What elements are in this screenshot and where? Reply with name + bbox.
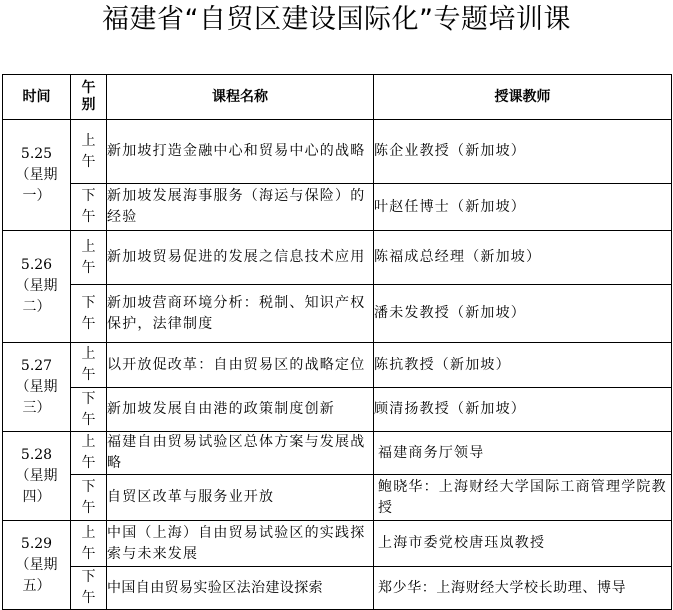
header-time: 时间 bbox=[3, 75, 71, 120]
page-title: 福建省“自贸区建设国际化”专题培训课 bbox=[102, 4, 571, 35]
table-row bbox=[3, 285, 672, 343]
date-cell bbox=[3, 521, 71, 610]
table-row bbox=[3, 567, 672, 610]
ampm-cell bbox=[71, 432, 107, 475]
ampm-cell bbox=[71, 567, 107, 610]
ampm-text: 上午 bbox=[81, 132, 96, 170]
date-text: 5.27（星期三） bbox=[15, 357, 58, 416]
teacher-cell: 陈企业教授（新加坡） bbox=[374, 120, 672, 184]
teacher-cell: 郑少华：上海财经大学校长助理、博导 bbox=[374, 567, 672, 610]
date-cell bbox=[3, 120, 71, 231]
date-cell bbox=[3, 432, 71, 521]
date-cell bbox=[3, 343, 71, 432]
date-text: 5.29（星期五） bbox=[15, 535, 58, 594]
ampm-cell bbox=[71, 521, 107, 567]
date-cell bbox=[3, 231, 71, 343]
header-ampm-text: 午别 bbox=[81, 80, 96, 113]
course-cell: 中国（上海）自由贸易试验区的实践探索与未来发展 bbox=[107, 521, 374, 567]
date-text: 5.25（星期一） bbox=[15, 145, 58, 204]
ampm-text: 下午 bbox=[81, 390, 96, 428]
header-teacher: 授课教师 bbox=[374, 75, 672, 120]
table-row bbox=[3, 120, 672, 184]
course-cell: 福建自由贸易试验区总体方案与发展战略 bbox=[107, 432, 374, 475]
course-cell: 中国自由贸易实验区法治建设探索 bbox=[107, 567, 374, 610]
ampm-text: 上午 bbox=[81, 346, 96, 383]
course-cell: 以开放促改革：自由贸易区的战略定位 bbox=[107, 343, 374, 388]
ampm-text: 下午 bbox=[81, 569, 96, 606]
teacher-cell: 叶赵任博士（新加坡） bbox=[374, 184, 672, 231]
table-row bbox=[3, 475, 672, 521]
ampm-text: 下午 bbox=[81, 294, 96, 332]
teacher-cell: 潘未发教授（新加坡） bbox=[374, 285, 672, 343]
ampm-cell bbox=[71, 343, 107, 388]
ampm-cell bbox=[71, 184, 107, 231]
table-row bbox=[3, 184, 672, 231]
table-header-row bbox=[3, 75, 672, 120]
header-course: 课程名称 bbox=[107, 75, 374, 120]
teacher-cell: 陈抗教授（新加坡） bbox=[374, 343, 672, 388]
ampm-cell bbox=[71, 120, 107, 184]
table-row bbox=[3, 231, 672, 285]
teacher-cell: 鲍晓华：上海财经大学国际工商管理学院教授 bbox=[374, 475, 672, 521]
table-row bbox=[3, 388, 672, 432]
header-ampm bbox=[71, 75, 107, 120]
course-cell: 新加坡贸易促进的发展之信息技术应用 bbox=[107, 231, 374, 285]
ampm-text: 下午 bbox=[81, 188, 96, 225]
ampm-text: 上午 bbox=[81, 434, 96, 471]
ampm-text: 上午 bbox=[81, 524, 96, 562]
schedule-table bbox=[2, 74, 672, 610]
ampm-text: 下午 bbox=[81, 478, 96, 516]
table-row bbox=[3, 521, 672, 567]
teacher-cell: 顾清扬教授（新加坡） bbox=[374, 388, 672, 432]
teacher-cell: 上海市委党校唐珏岚教授 bbox=[374, 521, 672, 567]
course-cell: 新加坡打造金融中心和贸易中心的战略 bbox=[107, 120, 374, 184]
course-cell: 新加坡发展自由港的政策制度创新 bbox=[107, 388, 374, 432]
course-cell: 自贸区改革与服务业开放 bbox=[107, 475, 374, 521]
ampm-cell bbox=[71, 388, 107, 432]
ampm-cell bbox=[71, 475, 107, 521]
ampm-cell bbox=[71, 285, 107, 343]
date-text: 5.28（星期四） bbox=[15, 446, 58, 505]
teacher-cell: 福建商务厅领导 bbox=[374, 432, 672, 475]
date-text: 5.26（星期二） bbox=[15, 257, 58, 315]
course-cell: 新加坡营商环境分析：税制、知识产权保护，法律制度 bbox=[107, 285, 374, 343]
table-row bbox=[3, 343, 672, 388]
table-row bbox=[3, 432, 672, 475]
teacher-cell: 陈福成总经理（新加坡） bbox=[374, 231, 672, 285]
ampm-text: 上午 bbox=[81, 238, 96, 276]
ampm-cell bbox=[71, 231, 107, 285]
course-cell: 新加坡发展海事服务（海运与保险）的经验 bbox=[107, 184, 374, 231]
